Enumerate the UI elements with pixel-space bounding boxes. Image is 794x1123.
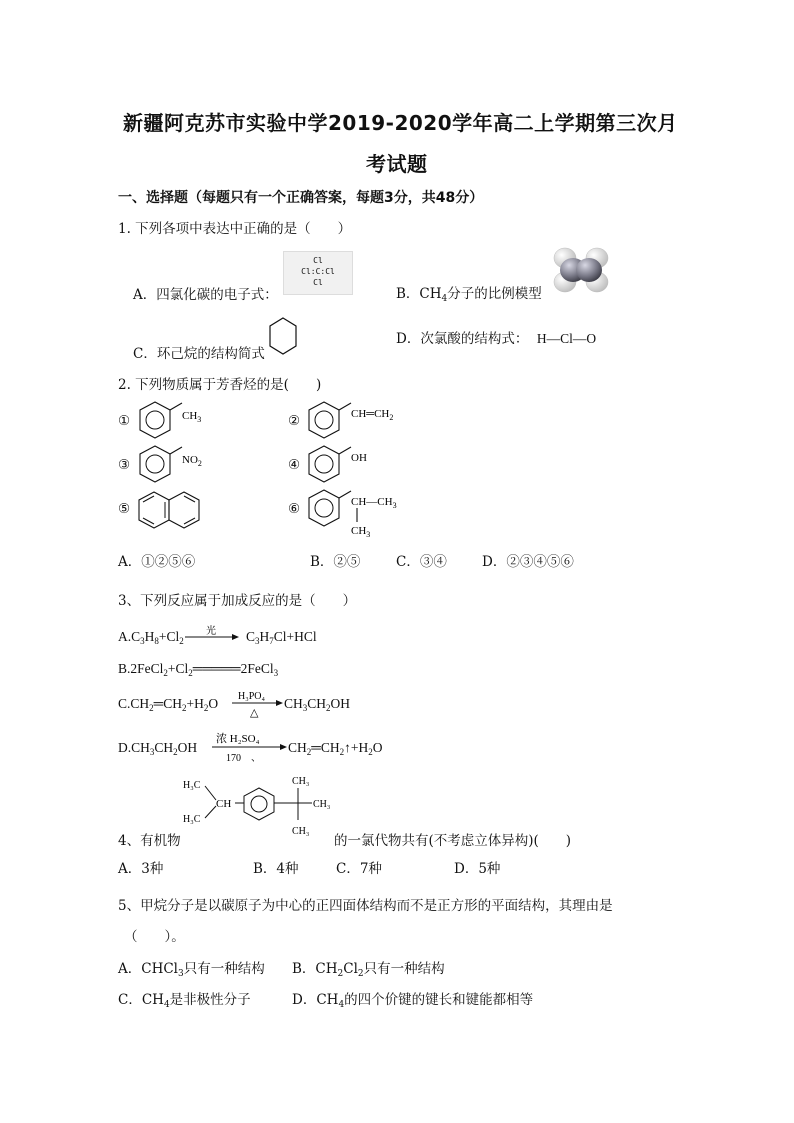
page-title-line2: 考试题	[366, 152, 428, 176]
toluene-structure	[136, 400, 226, 442]
q3-option-d-left: $D.CH_3CH_2OH$	[118, 740, 198, 757]
ccl4-bottom-cl: Cl	[313, 278, 323, 287]
q2-num-6: ⑥	[288, 501, 301, 517]
q4-h3c-top: H₃C	[183, 780, 201, 791]
q2-option-a: A．①②⑤⑥	[118, 554, 196, 570]
q3-option-b: $B.2FeCl_2+Cl_2═════2FeCl_3$	[118, 661, 279, 678]
question-4-stem-pre: 4、有机物	[118, 833, 181, 849]
q4-h3c-bottom: H₃C	[183, 814, 201, 825]
q3-option-a-left: $A.C_3H_8+Cl_2$	[118, 629, 184, 646]
q3-c-arrow	[230, 688, 286, 718]
q5-option-d: D．$CH_4$的四个价键的键长和键能都相等	[292, 992, 534, 1010]
q4-option-d: D．5种	[454, 861, 501, 877]
hydroxyl-label: OH	[351, 452, 367, 464]
cumene-structure	[305, 488, 415, 540]
cumene-ch-label: $CH—CH_3$	[351, 496, 397, 510]
cumene-ch3-label: $CH_3$	[351, 525, 371, 539]
q2-option-c: C．③④	[396, 554, 447, 570]
nitro-label: $NO_2$	[182, 454, 202, 468]
q4-ch3-bottom: CH₃	[292, 826, 310, 837]
question-5-stem: 5、甲烷分子是以碳原子为中心的正四面体结构而不是正方形的平面结构，其理由是	[118, 898, 613, 914]
q1-b-sub: 4	[441, 294, 448, 304]
q5-option-b: B．$CH_2Cl_2$只有一种结构	[292, 961, 445, 979]
phenol-structure	[305, 444, 395, 486]
q5-option-a: A．CHCl$_3$只有一种结构	[118, 961, 265, 979]
q3-a-arrow	[183, 625, 243, 641]
question-3-stem: 3、下列反应属于加成反应的是（ ）	[118, 593, 357, 609]
q2-option-d: D．②③④⑤⑥	[482, 554, 574, 570]
q4-ch-label: CH	[216, 798, 232, 810]
question-5-stem-2: （ ）。	[124, 929, 185, 945]
question-1-stem: 1. 下列各项中表达中正确的是（ ）	[118, 221, 352, 237]
q2-num-4: ④	[288, 457, 301, 473]
q4-organic-structure	[180, 772, 340, 838]
q4-option-b: B．4种	[253, 861, 299, 877]
ccl4-top-cl: Cl	[313, 256, 323, 265]
nitrobenzene-structure	[136, 444, 226, 486]
cyclohexane-structure	[268, 316, 298, 356]
q1-option-a: A．四氯化碳的电子式：	[133, 287, 278, 303]
q4-option-a: A．3种	[118, 861, 164, 877]
styrene-vinyl-label: $CH═CH_2$	[351, 408, 394, 422]
q1-d-formula: H—Cl—O	[536, 331, 597, 346]
q3-d-condition-bottom: 170 、	[226, 753, 261, 764]
q3-d-arrow	[210, 728, 290, 764]
q2-num-1: ①	[118, 413, 131, 429]
q4-ch3-top: CH₃	[292, 776, 310, 787]
q3-option-d-right: $CH_2═CH_2↑+H_2O$	[288, 740, 383, 757]
q1-option-d	[396, 327, 596, 347]
q1-d-label: D．次氯酸的结构式：	[396, 331, 529, 347]
q4-option-c: C．7种	[336, 861, 382, 877]
q3-option-c-left: $C.CH_2═CH_2+H_2O$	[118, 696, 219, 713]
ccl4-middle: Cl:C:Cl	[301, 267, 335, 276]
section-header: 一、选择题（每题只有一个正确答案，每题3分，共48分）	[118, 190, 484, 206]
question-2-stem: 2. 下列物质属于芳香烃的是( )	[118, 377, 322, 393]
q1-option-c: C．环己烷的结构简式	[133, 346, 265, 362]
naphthalene-structure	[136, 490, 206, 532]
q2-num-5: ⑤	[118, 501, 131, 517]
page-title-line1: 新疆阿克苏市实验中学2019-2020学年高二上学期第三次月	[123, 111, 678, 135]
q3-c-condition-top: H₃PO₄	[238, 691, 265, 702]
q5-option-c: C．$CH_4$是非极性分子	[118, 992, 251, 1010]
toluene-ch3-label: $CH_3$	[182, 410, 202, 424]
q4-ch3-right: CH₃	[313, 799, 331, 810]
q2-option-b: B．②⑤	[310, 554, 361, 570]
q1-b-prefix: B．CH	[396, 286, 442, 302]
q2-num-3: ③	[118, 457, 131, 473]
q3-option-a-right: $C_3H_7Cl+HCl$	[246, 629, 317, 646]
ch4-space-filling-model-image	[551, 246, 611, 294]
q2-num-2: ②	[288, 413, 301, 429]
ccl4-electron-formula-image	[283, 251, 353, 295]
q3-c-condition-bottom: △	[250, 707, 259, 719]
q3-d-condition-top: 浓 H₂SO₄	[216, 733, 260, 745]
q3-option-c-right: $CH_3CH_2OH$	[284, 696, 351, 713]
question-4-stem-post: 的一氯代物共有(不考虑立体异构)( )	[334, 833, 572, 849]
q3-a-condition: 光	[206, 626, 216, 637]
q1-option-b	[396, 282, 542, 302]
styrene-structure	[305, 400, 415, 442]
q1-b-suffix: 分子的比例模型	[447, 286, 542, 302]
